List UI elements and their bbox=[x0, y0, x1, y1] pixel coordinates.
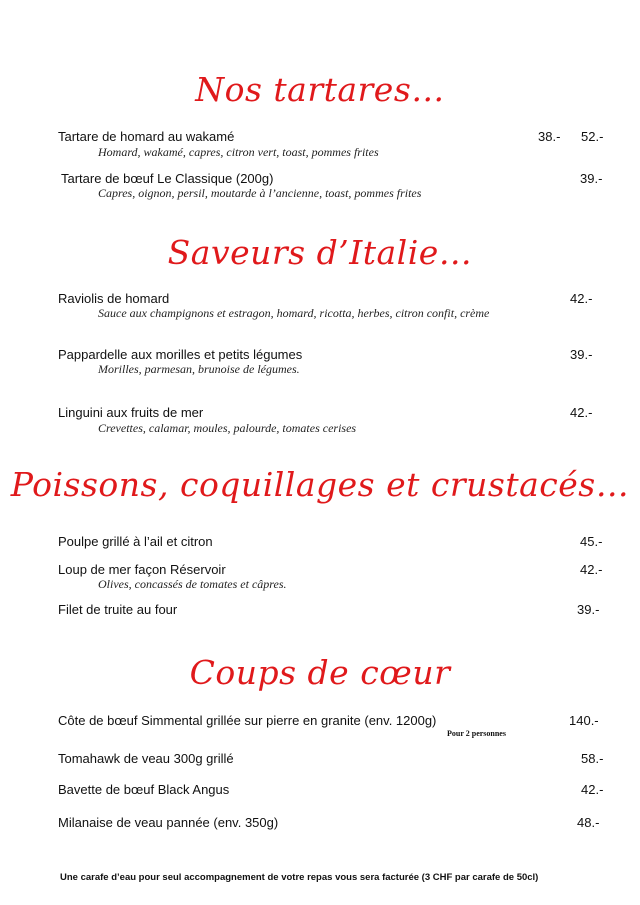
section-title-coeur: Coups de cœur bbox=[189, 653, 451, 692]
dish-price: 58.- bbox=[581, 751, 604, 766]
dish-price: 42.- bbox=[570, 405, 593, 420]
dish-price: 38.- bbox=[538, 129, 561, 144]
dish-description: Homard, wakamé, capres, citron vert, toast, pommes frites bbox=[98, 145, 379, 159]
dish-name: Loup de mer façon Réservoir bbox=[58, 562, 226, 577]
dish-price: 39.- bbox=[577, 602, 600, 617]
dish-price: 52.- bbox=[581, 129, 604, 144]
dish-price: 39.- bbox=[580, 171, 603, 186]
dish-price: 42.- bbox=[580, 562, 603, 577]
dish-name: Filet de truite au four bbox=[58, 602, 178, 617]
dish-description: Olives, concassés de tomates et câpres. bbox=[98, 577, 287, 591]
dish-name: Côte de bœuf Simmental grillée sur pierre en granite (env. 1200g) bbox=[58, 713, 437, 728]
dish-price: 39.- bbox=[570, 347, 593, 362]
dish-name: Tartare de bœuf Le Classique (200g) bbox=[61, 171, 274, 186]
section-title-poissons: Poissons, coquillages et crustacés… bbox=[10, 465, 630, 504]
dish-description: Crevettes, calamar, moules, palourde, tomates cerises bbox=[98, 421, 357, 435]
dish-name: Tartare de homard au wakamé bbox=[58, 129, 235, 144]
dish-name: Linguini aux fruits de mer bbox=[58, 405, 204, 420]
dish-name: Pappardelle aux morilles et petits légumes bbox=[58, 347, 303, 362]
dish-description: Morilles, parmesan, brunoise de légumes. bbox=[98, 362, 300, 376]
dish-name: Bavette de bœuf Black Angus bbox=[58, 782, 230, 797]
dish-price: 48.- bbox=[577, 815, 600, 830]
dish-price: 140.- bbox=[569, 713, 599, 728]
dish-description: Sauce aux champignons et estragon, homard, ricotta, herbes, citron confit, crème bbox=[98, 306, 490, 320]
section-title-italie: Saveurs d’Italie… bbox=[167, 233, 473, 272]
water-carafe-notice: Une carafe d’eau pour seul accompagnement de votre repas vous sera facturée (3 CHF par carafe de 50cl) bbox=[60, 872, 539, 883]
section-title-tartares: Nos tartares… bbox=[195, 70, 445, 109]
dish-name: Milanaise de veau pannée (env. 350g) bbox=[58, 815, 279, 830]
dish-name: Tomahawk de veau 300g grillé bbox=[58, 751, 234, 766]
portion-note: Pour 2 personnes bbox=[447, 729, 506, 738]
dish-description: Capres, oignon, persil, moutarde à l’ancienne, toast, pommes frites bbox=[98, 186, 422, 200]
dish-price: 42.- bbox=[570, 291, 593, 306]
dish-price: 45.- bbox=[580, 534, 603, 549]
dish-name: Poulpe grillé à l’ail et citron bbox=[58, 534, 213, 549]
dish-name: Raviolis de homard bbox=[58, 291, 170, 306]
dish-price: 42.- bbox=[581, 782, 604, 797]
